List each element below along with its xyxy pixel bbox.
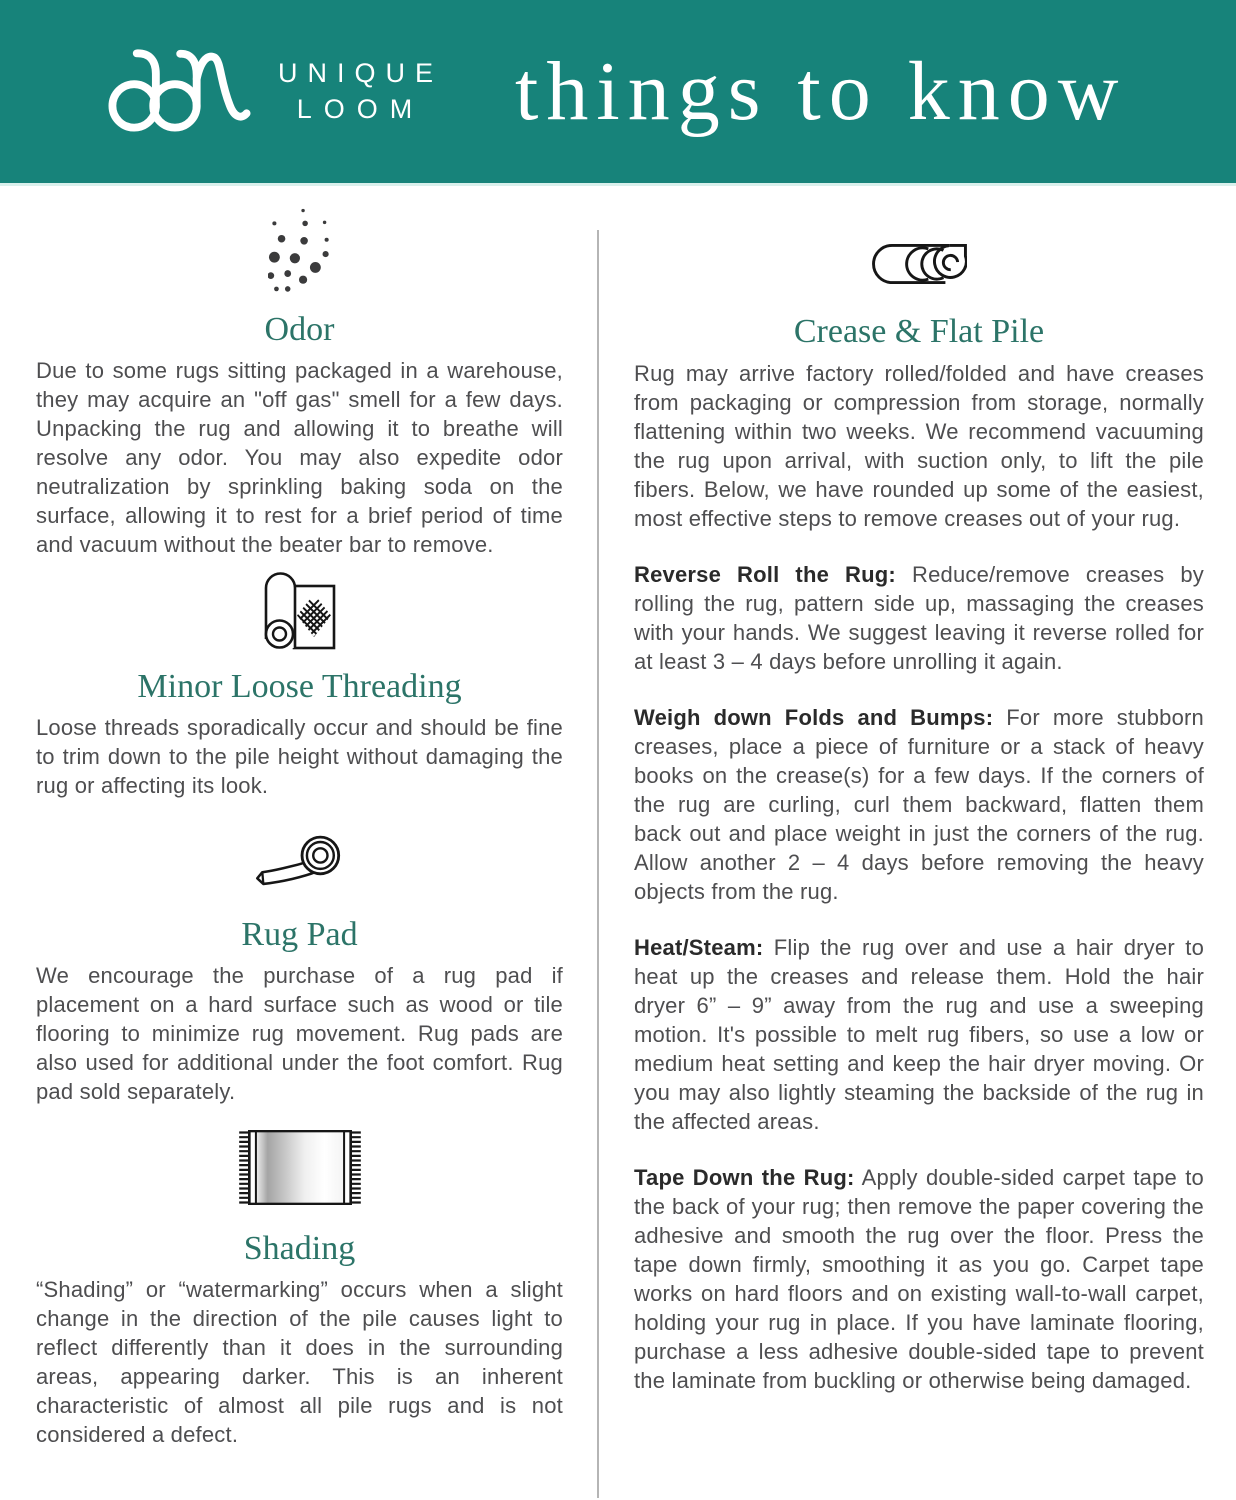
shading-text: “Shading” or “watermarking” occurs when a slight change in the direction of the pile causes light to reflect differently than it does in the surrounding areas, appearing darker. This is an inherent characteristic of almost all pile rugs and is not considered a defect. <box>36 1277 563 1448</box>
odor-text: Due to some rugs sitting packaged in a warehouse, they may acquire an "off gas" smell for a few days. Unpacking the rug and allowing it to breathe will resolve any odor. You may also expedite odor neutralization by sprinkling baking soda on the surface, allowing it to rest for a brief period of time and vacuum without the beater bar to remove. <box>36 358 563 558</box>
section-rug-pad <box>36 830 563 1106</box>
tip-reverse-roll-label: Reverse Roll the Rug: <box>634 562 896 588</box>
tip-heat-steam-text: Flip the rug over and use a hair dryer to heat up the creases and release them. Hold the hair dryer 6” – 9” away from the rug and use a sweeping motion. It's possible to melt rug fibers, so use a low or medium heat setting and keep the hair dryer moving. Or you may also lightly steaming the backside of the rug in the affected areas. <box>634 935 1204 1135</box>
tip-tape-down <box>634 1163 1204 1395</box>
rug-pad-heading: Rug Pad <box>241 916 358 954</box>
section-shading <box>36 1130 563 1449</box>
column-divider <box>597 230 599 1498</box>
tip-reverse-roll-text: Reduce/remove creases by rolling the rug, pattern side up, massaging the creases with your hands. We suggest leaving it reverse rolled for at least 3 – 4 days before unrolling it again. <box>634 562 1205 675</box>
crease-heading: Crease & Flat Pile <box>793 313 1045 350</box>
unique-loom-logo-icon <box>102 43 254 141</box>
loose-threading-heading: Minor Loose Threading <box>137 668 462 706</box>
loose-threading-text: Loose threads sporadically occur and should be fine to trim down to the pile height without damaging the rug or affecting its look. <box>36 715 563 799</box>
odor-heading: Odor <box>264 311 335 348</box>
header-band <box>0 0 1236 186</box>
fringed-rug-shading-icon <box>239 1130 361 1205</box>
rolled-rug-spiral-icon <box>871 242 967 286</box>
tip-tape-down-label: Tape Down the Rug: <box>634 1165 855 1191</box>
rug-pad-icon-wrap <box>36 830 563 887</box>
tip-weigh-down <box>634 703 1204 906</box>
unrolling-rug-crosshatch-icon <box>264 571 336 651</box>
rug-pad-roll-icon <box>255 830 345 887</box>
brand-wordmark <box>278 56 443 126</box>
odor-icon-wrap <box>36 208 563 292</box>
shading-heading: Shading <box>243 1230 356 1268</box>
brand-name-line1: UNIQUE <box>278 58 444 89</box>
crease-intro-text: Rug may arrive factory rolled/folded and have creases from packaging or compression from storage, normally flattening within two weeks. We recommend vacuuming the rug upon arrival, with suction only, to lift the pile fibers. Below, we have rounded up some of the easiest, most effective steps to remove creases out of your rug. <box>634 361 1204 532</box>
tip-weigh-down-text: For more stubborn creases, place a piece of furniture or a stack of heavy books on the crease(s) for a few days. If the corners of the rug are curling, curl them backward, flatten them back out and place weight in just the corners of the rug. Allow another 2 – 4 days before removing the heavy objects from the rug. <box>634 705 1204 905</box>
shading-icon-wrap <box>36 1130 563 1205</box>
tip-weigh-down-label: Weigh down Folds and Bumps: <box>634 705 994 731</box>
rug-pad-text: We encourage the purchase of a rug pad if placement on a hard surface such as wood or tile flooring to minimize rug movement. Rug pads are also used for additional under the foot comfort. Rug pad sold separately. <box>36 963 563 1105</box>
content-columns <box>0 186 1236 1497</box>
tip-reverse-roll <box>634 560 1204 676</box>
brand-logo <box>102 43 443 141</box>
brand-name-line2: LOOM <box>296 93 425 124</box>
thread-icon-wrap <box>36 571 563 651</box>
odor-dots-icon <box>268 208 332 292</box>
tip-heat-steam-label: Heat/Steam: <box>634 935 764 961</box>
crease-icon-wrap <box>634 242 1204 286</box>
tip-tape-down-text: Apply double-sided carpet tape to the back of your rug; then remove the paper covering the adhesive and smooth the rug over the floor. Press the tape down firmly, smoothing it as you go. Carpet tape works on hard floors and on existing wall-to-wall carpet, holding your rug in place. If you have laminate flooring, purchase a less adhesive double-sided tape to prevent the laminate from buckling or otherwise being damaged. <box>634 1165 1204 1394</box>
left-column <box>36 186 563 1497</box>
section-crease-flat-pile <box>634 242 1204 1395</box>
tip-heat-steam <box>634 933 1204 1136</box>
section-odor <box>36 208 563 559</box>
right-column <box>634 186 1204 1497</box>
section-loose-threading <box>36 571 563 800</box>
page-title: things to know <box>515 45 1127 138</box>
